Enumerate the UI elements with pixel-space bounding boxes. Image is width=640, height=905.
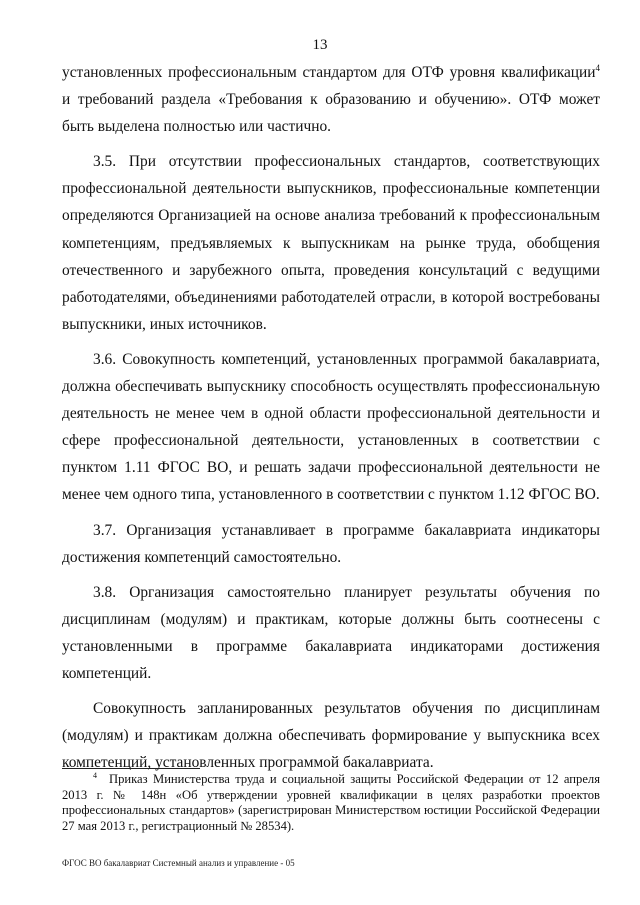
footnote-separator <box>62 768 200 769</box>
paragraph-3-5: 3.5. При отсутствии профессиональных стандартов, соответствующих профессиональной деятельности выпускников, профессиональные компетенции определяются Организацией на основе анализа требований к профессиональным компетенциям, предъявляемых к выпускникам на рынке труда, обобщения отечественного и зарубежного опыта, проведения консультаций с ведущими работодателями, объединениями работодателей отрасли, в которой востребованы выпускники, иных источников. <box>62 153 600 333</box>
footnote-marker: 4 <box>93 770 97 780</box>
paragraph-3-8: 3.8. Организация самостоятельно планирует результаты обучения по дисциплинам (модулям) и практикам, которые должны быть соотнесены с установленными в программе бакалавриата индикаторами достижения компетенций. <box>62 583 600 682</box>
footnote-reference: 4 <box>595 62 600 73</box>
footnote <box>62 772 600 834</box>
paragraph-text-continued: и требований раздела «Требования к образованию и обучению». ОТФ может быть выделена полностью или частично. <box>62 91 600 136</box>
paragraph-text: установленных профессиональным стандартом для ОТФ уровня квалификации <box>62 64 596 81</box>
paragraph-continuation <box>62 59 600 140</box>
page-number: 13 <box>312 37 328 53</box>
paragraph-3-6: 3.6. Совокупность компетенций, установленных программой бакалавриата, должна обеспечивать выпускнику способность осуществлять профессиональную деятельность не менее чем в одной области профессиональной деятельности и сфере профессиональной деятельности, установленных в соответствии с пунктом 1.11 ФГОС ВО, и решать задачи профессиональной деятельности не менее чем одного типа, установленного в соответствии с пунктом 1.12 ФГОС ВО. <box>62 350 600 504</box>
footnote-text: Приказ Министерства труда и социальной защиты Российской Федерации от 12 апреля 2013 г. № 148н «Об утверждении уровней квалификации в целях разработки проектов профессиональных стандартов» (зарегистрирован Министерством юстиции Российской Федерации 27 мая 2013 г., регистрационный № 28534). <box>62 772 600 833</box>
paragraph-summary: Совокупность запланированных результатов обучения по дисциплинам (модулям) и практикам должна обеспечивать формирование у выпускника всех компетенций, установленных программой бакалавриата. <box>62 700 600 772</box>
paragraph-3-7: 3.7. Организация устанавливает в программе бакалавриата индикаторы достижения компетенций самостоятельно. <box>62 521 600 566</box>
document-footer: ФГОС ВО бакалавриат Системный анализ и управление - 05 <box>62 858 295 868</box>
main-text <box>62 59 600 784</box>
